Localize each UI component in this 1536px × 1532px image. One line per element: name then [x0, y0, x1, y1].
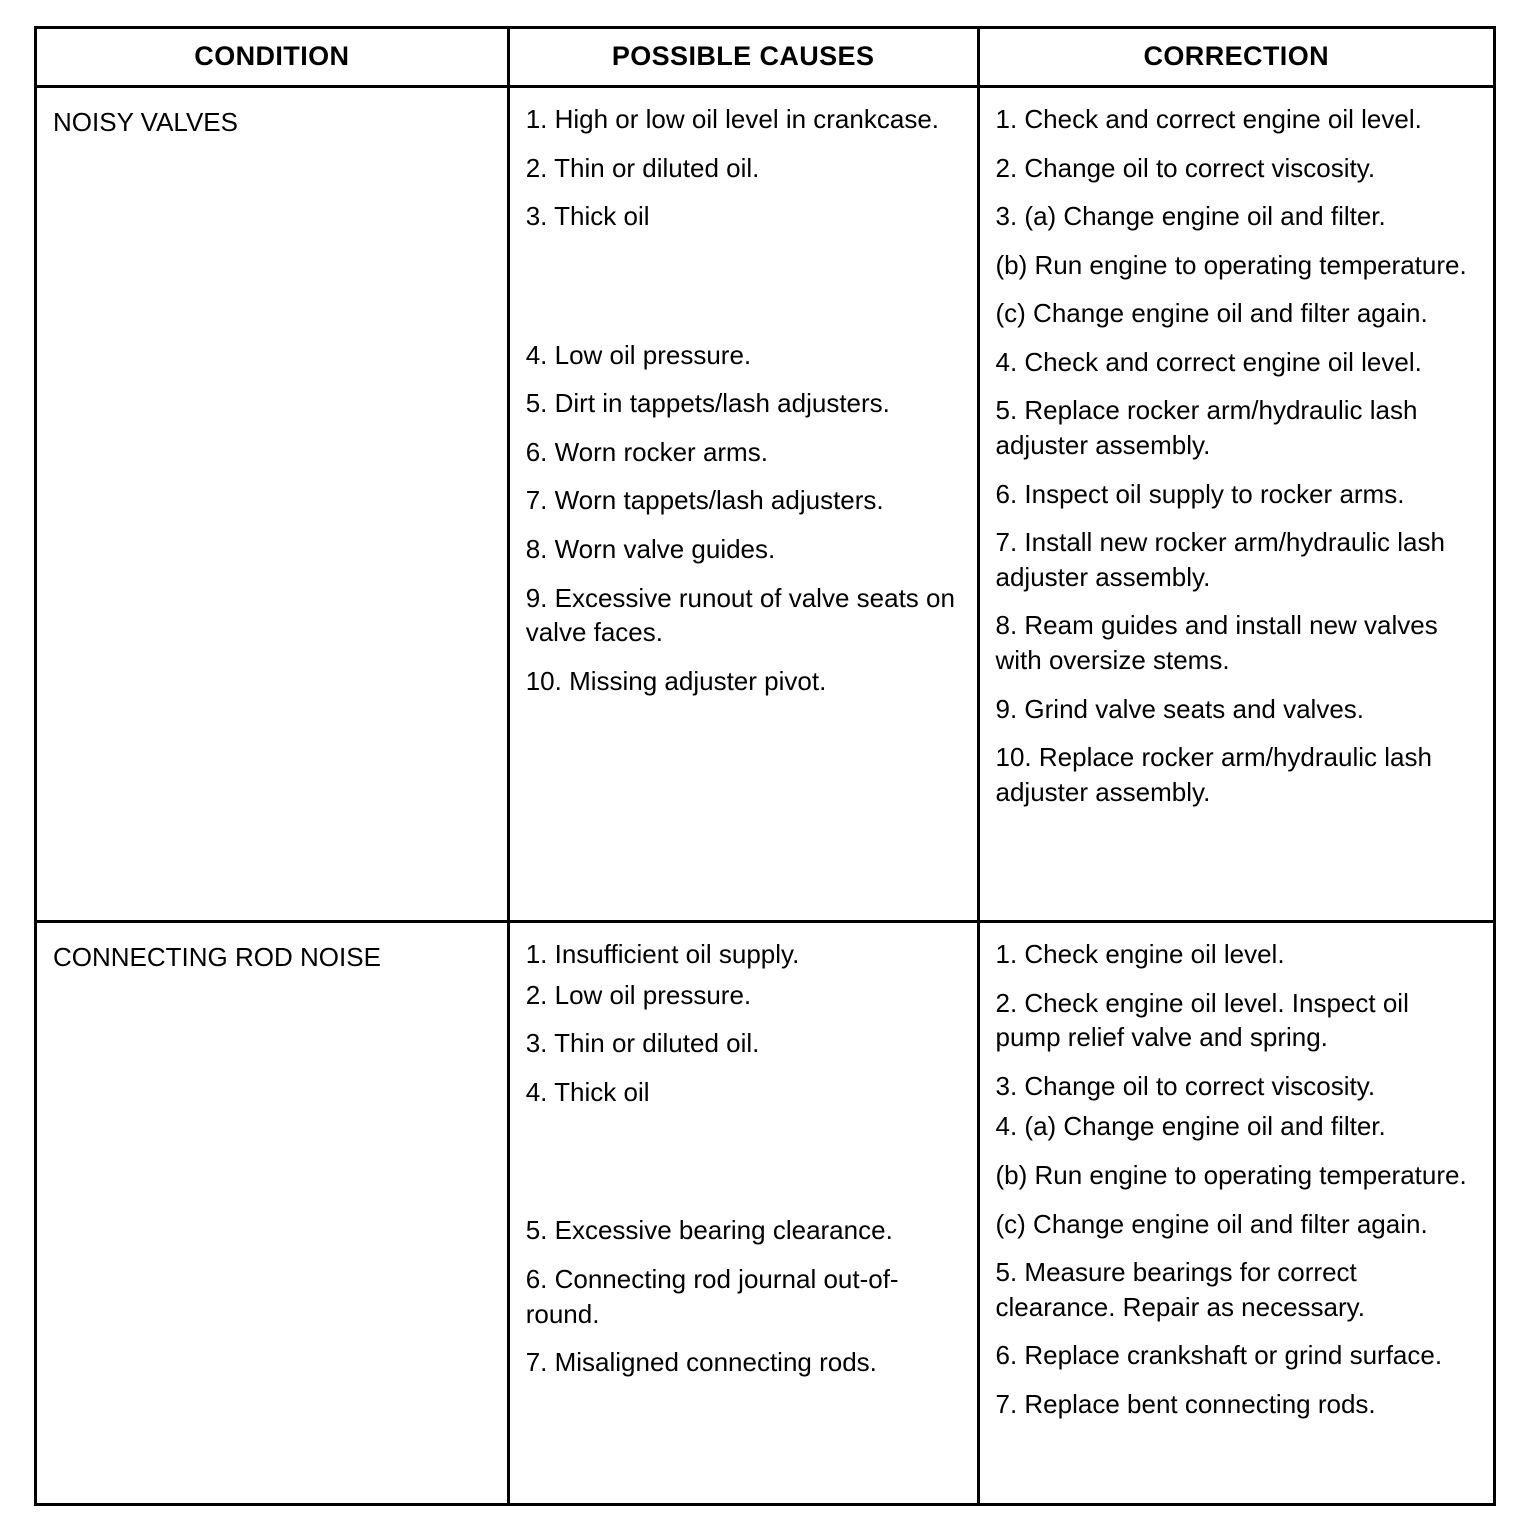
column-header-correction: CORRECTION — [978, 28, 1495, 87]
list-item: 5. Excessive bearing clearance. — [525, 1215, 893, 1246]
list-item: 9. Excessive runout of valve seats on valve faces. — [525, 582, 955, 648]
list-item: 5. Replace rocker arm/hydraulic lash adjuster assembly. — [995, 395, 1418, 461]
list-item: 6. Replace crankshaft or grind surface. — [995, 1340, 1443, 1371]
causes-cell — [508, 922, 978, 1505]
list-item: 6. Worn rocker arms. — [525, 436, 768, 467]
list-item: (c) Change engine oil and filter again. — [995, 298, 1428, 329]
causes-list — [526, 102, 963, 698]
condition-cell — [36, 87, 509, 922]
table-row — [36, 87, 1495, 922]
spacer — [526, 234, 963, 260]
list-item: 6. Connecting rod journal out-of-round. — [525, 1263, 899, 1329]
list-item: (b) Run engine to operating temperature. — [995, 1159, 1467, 1190]
list-item: 6. Inspect oil supply to rocker arms. — [995, 478, 1405, 509]
list-item: 10. Missing adjuster pivot. — [525, 665, 827, 696]
list-item: 3. Thin or diluted oil. — [525, 1028, 760, 1059]
column-header-possible-causes: POSSIBLE CAUSES — [508, 28, 978, 87]
spacer — [526, 1109, 963, 1135]
list-item: 3. Thick oil — [525, 201, 650, 232]
corrections-cell — [978, 87, 1495, 922]
condition-cell — [36, 922, 509, 1505]
list-item: 2. Check engine oil level. Inspect oil pump relief valve and spring. — [995, 987, 1409, 1053]
corrections-list — [996, 937, 1480, 1421]
list-item: 4. Low oil pressure. — [525, 339, 752, 370]
list-item: 3. (a) Change engine oil and filter. — [995, 201, 1386, 232]
condition-label: NOISY VALVES — [53, 107, 238, 137]
table-body — [36, 87, 1495, 1505]
table-header — [36, 28, 1495, 87]
list-item: (c) Change engine oil and filter again. — [995, 1208, 1428, 1239]
list-item: 4. (a) Change engine oil and filter. — [995, 1111, 1386, 1142]
list-item: 1. Check engine oil level. — [995, 939, 1285, 970]
spacer — [526, 312, 963, 338]
causes-list — [526, 937, 963, 1380]
list-item: 1. High or low oil level in crankcase. — [525, 104, 939, 134]
spacer — [526, 1187, 963, 1213]
spacer — [526, 260, 963, 286]
list-item: (b) Run engine to operating temperature. — [995, 249, 1467, 280]
list-item: 4. Thick oil — [525, 1076, 650, 1107]
causes-cell — [508, 87, 978, 922]
troubleshooting-table — [34, 26, 1496, 1506]
list-item: 2. Thin or diluted oil. — [525, 152, 760, 183]
list-item: 5. Dirt in tappets/lash adjusters. — [525, 388, 890, 419]
list-item: 5. Measure bearings for correct clearance. Repair as necessary. — [995, 1257, 1365, 1322]
list-item: 1. Check and correct engine oil level. — [995, 104, 1422, 134]
list-item: 2. Low oil pressure. — [525, 979, 752, 1010]
column-header-condition: CONDITION — [36, 28, 509, 87]
corrections-cell — [978, 922, 1495, 1505]
list-item: 10. Replace rocker arm/hydraulic lash adjuster assembly. — [995, 742, 1432, 807]
table-row — [36, 922, 1495, 1505]
list-item: 7. Replace bent connecting rods. — [995, 1388, 1376, 1419]
list-item: 7. Install new rocker arm/hydraulic lash adjuster assembly. — [995, 527, 1445, 592]
list-item: 8. Ream guides and install new valves with oversize stems. — [995, 610, 1438, 675]
condition-label: CONNECTING ROD NOISE — [53, 942, 381, 973]
list-item: 9. Grind valve seats and valves. — [995, 693, 1365, 724]
list-item: 7. Worn tappets/lash adjusters. — [525, 485, 884, 516]
list-item: 1. Insufficient oil supply. — [525, 939, 800, 970]
spacer — [526, 1135, 963, 1161]
list-item: 8. Worn valve guides. — [525, 534, 776, 565]
list-item: 2. Change oil to correct viscosity. — [995, 152, 1376, 183]
list-item: 3. Change oil to correct viscosity. — [995, 1070, 1376, 1101]
spacer — [526, 286, 963, 312]
header-row — [36, 28, 1495, 87]
list-item: 7. Misaligned connecting rods. — [525, 1347, 877, 1378]
corrections-list — [996, 102, 1480, 809]
list-item: 4. Check and correct engine oil level. — [995, 346, 1422, 377]
spacer — [526, 1161, 963, 1187]
